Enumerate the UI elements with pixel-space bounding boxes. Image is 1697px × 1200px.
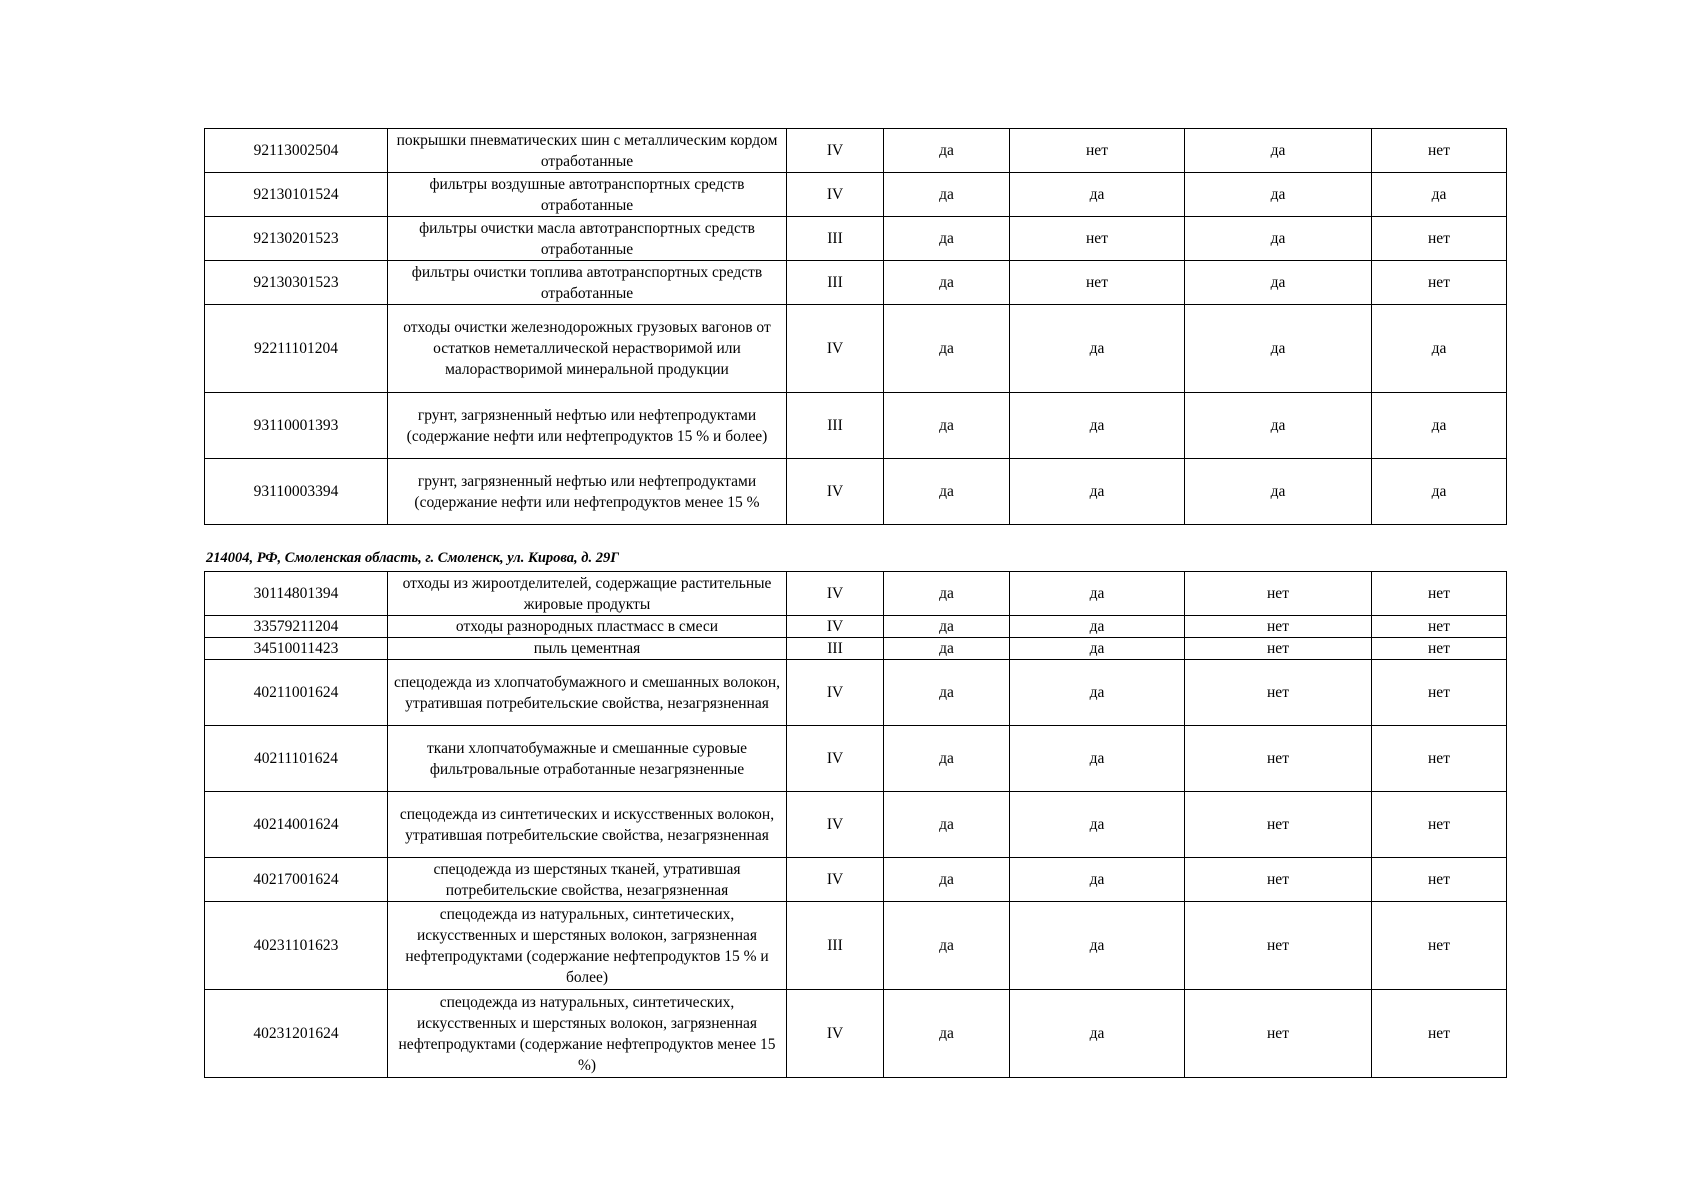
activity-value-4: нет	[1372, 902, 1507, 990]
activity-value-4: да	[1372, 459, 1507, 525]
activity-value-2: да	[1010, 858, 1185, 902]
waste-name: спецодежда из натуральных, синтетических, искусственных и шерстяных волокон, загрязненная нефтепродуктами (содержание нефтепродуктов менее 15 %)	[388, 990, 787, 1078]
waste-code: 40211001624	[205, 660, 388, 726]
activity-value-3: нет	[1185, 638, 1372, 660]
table-row	[205, 902, 1507, 990]
waste-code: 40214001624	[205, 792, 388, 858]
activity-value-3: нет	[1185, 902, 1372, 990]
waste-code: 40231101623	[205, 902, 388, 990]
activity-value-2: да	[1010, 726, 1185, 792]
waste-code: 92130301523	[205, 261, 388, 305]
activity-value-2: да	[1010, 616, 1185, 638]
waste-code: 93110001393	[205, 393, 388, 459]
table-row	[205, 990, 1507, 1078]
activity-value-1: да	[884, 217, 1010, 261]
activity-value-4: нет	[1372, 261, 1507, 305]
waste-table-2	[204, 571, 1507, 1078]
activity-value-3: нет	[1185, 660, 1372, 726]
activity-value-3: нет	[1185, 792, 1372, 858]
table-row	[205, 129, 1507, 173]
waste-code: 92211101204	[205, 305, 388, 393]
activity-value-4: нет	[1372, 858, 1507, 902]
waste-name: фильтры очистки топлива автотранспортных средств отработанные	[388, 261, 787, 305]
activity-value-3: да	[1185, 393, 1372, 459]
activity-value-1: да	[884, 858, 1010, 902]
activity-value-2: нет	[1010, 217, 1185, 261]
hazard-class: IV	[787, 792, 884, 858]
activity-value-1: да	[884, 173, 1010, 217]
activity-value-1: да	[884, 726, 1010, 792]
hazard-class: IV	[787, 129, 884, 173]
activity-value-2: да	[1010, 990, 1185, 1078]
activity-value-4: да	[1372, 173, 1507, 217]
waste-code: 40217001624	[205, 858, 388, 902]
table-row	[205, 217, 1507, 261]
hazard-class: IV	[787, 572, 884, 616]
activity-value-4: нет	[1372, 638, 1507, 660]
waste-name: фильтры очистки масла автотранспортных средств отработанные	[388, 217, 787, 261]
waste-code: 33579211204	[205, 616, 388, 638]
waste-name: ткани хлопчатобумажные и смешанные суровые фильтровальные отработанные незагрязненные	[388, 726, 787, 792]
waste-code: 34510011423	[205, 638, 388, 660]
waste-name: фильтры воздушные автотранспортных средств отработанные	[388, 173, 787, 217]
activity-value-1: да	[884, 990, 1010, 1078]
hazard-class: IV	[787, 459, 884, 525]
activity-value-1: да	[884, 261, 1010, 305]
waste-code: 92130101524	[205, 173, 388, 217]
activity-value-3: да	[1185, 459, 1372, 525]
activity-value-2: да	[1010, 638, 1185, 660]
waste-code: 92130201523	[205, 217, 388, 261]
activity-value-1: да	[884, 902, 1010, 990]
waste-name: спецодежда из натуральных, синтетических, искусственных и шерстяных волокон, загрязненная нефтепродуктами (содержание нефтепродуктов 15 % и более)	[388, 902, 787, 990]
activity-value-3: да	[1185, 173, 1372, 217]
activity-value-4: нет	[1372, 990, 1507, 1078]
waste-name: покрышки пневматических шин с металлическим кордом отработанные	[388, 129, 787, 173]
activity-value-2: да	[1010, 459, 1185, 525]
waste-code: 93110003394	[205, 459, 388, 525]
activity-value-3: да	[1185, 129, 1372, 173]
table-row	[205, 792, 1507, 858]
waste-name: спецодежда из шерстяных тканей, утратившая потребительские свойства, незагрязненная	[388, 858, 787, 902]
waste-name: грунт, загрязненный нефтью или нефтепродуктами (содержание нефти или нефтепродуктов 15 % и более)	[388, 393, 787, 459]
waste-code: 40231201624	[205, 990, 388, 1078]
waste-name: отходы из жироотделителей, содержащие растительные жировые продукты	[388, 572, 787, 616]
activity-value-1: да	[884, 638, 1010, 660]
table-row	[205, 393, 1507, 459]
activity-value-4: нет	[1372, 660, 1507, 726]
hazard-class: III	[787, 217, 884, 261]
activity-value-1: да	[884, 305, 1010, 393]
table-row	[205, 572, 1507, 616]
activity-value-3: нет	[1185, 726, 1372, 792]
facility-address: 214004, РФ, Смоленская область, г. Смоленск, ул. Кирова, д. 29Г	[206, 550, 619, 566]
activity-value-2: да	[1010, 305, 1185, 393]
activity-value-2: да	[1010, 393, 1185, 459]
activity-value-1: да	[884, 393, 1010, 459]
activity-value-4: да	[1372, 305, 1507, 393]
waste-table-1	[204, 128, 1507, 525]
activity-value-3: нет	[1185, 572, 1372, 616]
hazard-class: IV	[787, 990, 884, 1078]
activity-value-2: нет	[1010, 129, 1185, 173]
waste-code: 40211101624	[205, 726, 388, 792]
activity-value-2: нет	[1010, 261, 1185, 305]
table-row	[205, 173, 1507, 217]
table-row	[205, 726, 1507, 792]
activity-value-1: да	[884, 572, 1010, 616]
activity-value-2: да	[1010, 173, 1185, 217]
activity-value-1: да	[884, 459, 1010, 525]
activity-value-3: да	[1185, 217, 1372, 261]
activity-value-3: нет	[1185, 858, 1372, 902]
activity-value-4: нет	[1372, 217, 1507, 261]
waste-name: спецодежда из синтетических и искусственных волокон, утратившая потребительские свойства, незагрязненная	[388, 792, 787, 858]
activity-value-2: да	[1010, 660, 1185, 726]
table-row	[205, 261, 1507, 305]
activity-value-1: да	[884, 129, 1010, 173]
table-row	[205, 638, 1507, 660]
table-row	[205, 459, 1507, 525]
hazard-class: III	[787, 261, 884, 305]
activity-value-3: да	[1185, 261, 1372, 305]
activity-value-1: да	[884, 792, 1010, 858]
hazard-class: III	[787, 902, 884, 990]
activity-value-4: да	[1372, 393, 1507, 459]
hazard-class: IV	[787, 858, 884, 902]
activity-value-2: да	[1010, 572, 1185, 616]
hazard-class: III	[787, 638, 884, 660]
activity-value-3: нет	[1185, 616, 1372, 638]
activity-value-3: да	[1185, 305, 1372, 393]
hazard-class: IV	[787, 660, 884, 726]
activity-value-3: нет	[1185, 990, 1372, 1078]
waste-code: 92113002504	[205, 129, 388, 173]
hazard-class: IV	[787, 173, 884, 217]
waste-name: отходы очистки железнодорожных грузовых вагонов от остатков неметаллической нерастворимой или малорастворимой минеральной продукции	[388, 305, 787, 393]
activity-value-1: да	[884, 616, 1010, 638]
hazard-class: IV	[787, 726, 884, 792]
table-row	[205, 616, 1507, 638]
waste-name: спецодежда из хлопчатобумажного и смешанных волокон, утратившая потребительские свойства, незагрязненная	[388, 660, 787, 726]
activity-value-4: нет	[1372, 726, 1507, 792]
hazard-class: III	[787, 393, 884, 459]
waste-name: грунт, загрязненный нефтью или нефтепродуктами (содержание нефти или нефтепродуктов менее 15 %	[388, 459, 787, 525]
waste-name: пыль цементная	[388, 638, 787, 660]
activity-value-4: нет	[1372, 616, 1507, 638]
hazard-class: IV	[787, 305, 884, 393]
activity-value-4: нет	[1372, 792, 1507, 858]
activity-value-4: нет	[1372, 572, 1507, 616]
table-row	[205, 305, 1507, 393]
waste-name: отходы разнородных пластмасс в смеси	[388, 616, 787, 638]
waste-code: 30114801394	[205, 572, 388, 616]
table-row	[205, 858, 1507, 902]
table-row	[205, 660, 1507, 726]
activity-value-1: да	[884, 660, 1010, 726]
activity-value-2: да	[1010, 792, 1185, 858]
activity-value-2: да	[1010, 902, 1185, 990]
activity-value-4: нет	[1372, 129, 1507, 173]
hazard-class: IV	[787, 616, 884, 638]
